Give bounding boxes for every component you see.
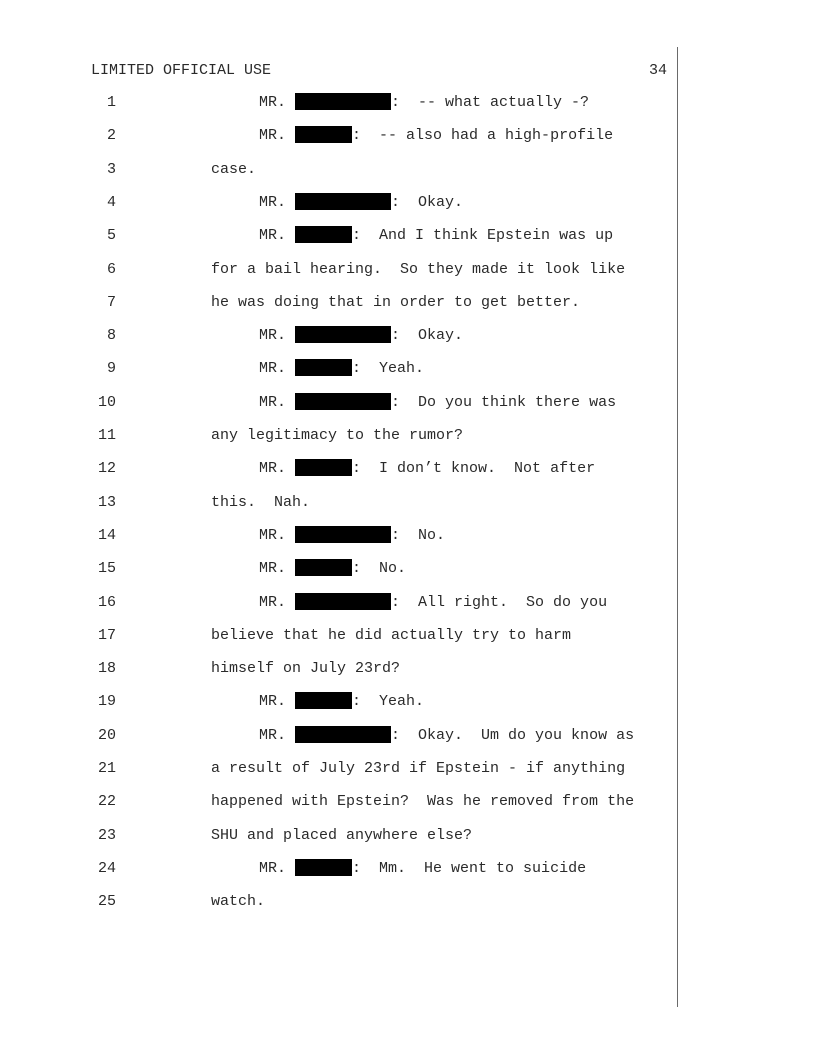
line-text (259, 593, 607, 613)
line-number: 10 (97, 393, 116, 411)
line-text (259, 692, 424, 712)
transcript-line (0, 593, 816, 613)
line-text (259, 726, 634, 746)
speaker-statement: : And I think Epstein was up (352, 227, 614, 245)
speaker-prefix: MR. (259, 560, 287, 578)
redaction-bar (295, 593, 391, 610)
line-number: 11 (97, 427, 116, 444)
redaction-bar (295, 393, 391, 410)
line-text (211, 826, 472, 846)
redaction-bar (295, 93, 391, 110)
speaker-statement: : Okay. Um do you know as (391, 726, 635, 744)
statement-continuation: this. Nah. (211, 493, 311, 511)
transcript-line (0, 426, 816, 446)
redaction-bar (295, 692, 352, 709)
transcript-line (0, 826, 816, 846)
line-number: 3 (106, 160, 116, 178)
speaker-prefix: MR. (259, 526, 287, 544)
line-number: 1 (106, 94, 116, 111)
line-number: 7 (106, 293, 116, 311)
statement-continuation: case. (211, 160, 257, 178)
redaction-bar (295, 526, 391, 543)
line-number: 12 (97, 460, 116, 478)
transcript-line (0, 226, 816, 246)
transcript-line (0, 126, 816, 146)
line-text (211, 759, 625, 779)
transcript-line (0, 892, 816, 912)
redaction-bar (295, 326, 391, 343)
statement-continuation: himself on July 23rd? (211, 660, 401, 678)
transcript-line (0, 659, 816, 679)
line-text (259, 126, 613, 146)
transcript-line (0, 726, 816, 746)
transcript-line (0, 493, 816, 513)
line-text (259, 359, 424, 379)
line-number: 21 (97, 760, 116, 777)
transcript-line (0, 359, 816, 379)
transcript-line (0, 692, 816, 712)
line-number: 22 (97, 793, 116, 811)
speaker-prefix: MR. (259, 859, 287, 877)
line-number: 19 (97, 693, 116, 711)
transcript-line (0, 526, 816, 546)
speaker-statement: : -- what actually -? (391, 94, 590, 111)
line-text (211, 426, 463, 446)
classification-header: LIMITED OFFICIAL USE (91, 62, 272, 79)
speaker-statement: : I don’t know. Not after (352, 460, 596, 478)
transcript-line (0, 792, 816, 812)
speaker-prefix: MR. (259, 327, 287, 345)
line-text (211, 892, 265, 912)
line-text (259, 526, 445, 546)
line-number: 5 (106, 227, 116, 245)
line-number: 14 (97, 526, 116, 544)
statement-continuation: for a bail hearing. So they made it look like (211, 260, 626, 278)
transcript-line (0, 559, 816, 579)
line-number: 4 (106, 193, 116, 211)
speaker-prefix: MR. (259, 360, 287, 378)
line-text (211, 260, 625, 280)
transcript-line (0, 626, 816, 646)
speaker-statement: : Mm. He went to suicide (352, 859, 587, 877)
redaction-bar (295, 726, 391, 743)
line-text (211, 659, 400, 679)
statement-continuation: watch. (211, 893, 266, 911)
line-number: 18 (97, 660, 116, 678)
transcript-line (0, 393, 816, 413)
line-number: 15 (97, 560, 116, 578)
line-text (259, 393, 616, 413)
transcript-line (0, 293, 816, 313)
redaction-bar (295, 459, 352, 476)
speaker-statement: : Yeah. (352, 360, 425, 378)
transcript-line (0, 193, 816, 213)
speaker-prefix: MR. (259, 127, 287, 145)
line-text (211, 160, 256, 180)
speaker-prefix: MR. (259, 94, 287, 111)
statement-continuation: SHU and placed anywhere else? (211, 826, 473, 844)
transcript-line (0, 326, 816, 346)
transcript-line (0, 859, 816, 879)
line-text (259, 459, 595, 479)
speaker-prefix: MR. (259, 593, 287, 611)
statement-continuation: he was doing that in order to get better. (211, 293, 581, 311)
speaker-prefix: MR. (259, 726, 287, 744)
transcript-line (0, 160, 816, 180)
speaker-statement: : No. (391, 526, 446, 544)
redaction-bar (295, 226, 352, 243)
line-text (259, 326, 463, 346)
line-text (211, 792, 634, 812)
statement-continuation: any legitimacy to the rumor? (211, 427, 464, 444)
line-number: 20 (97, 726, 116, 744)
transcript-line (0, 759, 816, 779)
speaker-statement: : Okay. (391, 193, 464, 211)
redaction-bar (295, 126, 352, 143)
line-text (259, 226, 613, 246)
redaction-bar (295, 193, 391, 210)
line-number: 6 (106, 260, 116, 278)
transcript-line (0, 260, 816, 280)
line-number: 13 (97, 493, 116, 511)
speaker-prefix: MR. (259, 460, 287, 478)
line-number: 25 (97, 893, 116, 911)
statement-continuation: believe that he did actually try to harm (211, 626, 572, 644)
line-number: 16 (97, 593, 116, 611)
speaker-prefix: MR. (259, 227, 287, 245)
statement-continuation: a result of July 23rd if Epstein - if anything (211, 760, 626, 777)
line-text (259, 93, 589, 113)
line-number: 8 (106, 327, 116, 345)
redaction-bar (295, 359, 352, 376)
line-number: 9 (106, 360, 116, 378)
speaker-statement: : All right. So do you (391, 593, 608, 611)
line-number: 2 (106, 127, 116, 145)
speaker-prefix: MR. (259, 193, 287, 211)
page-number: 34 (648, 62, 667, 79)
line-number: 17 (97, 626, 116, 644)
redaction-bar (295, 559, 352, 576)
line-text (259, 193, 463, 213)
line-number: 24 (97, 859, 116, 877)
speaker-statement: : No. (352, 560, 407, 578)
speaker-statement: : -- also had a high-profile (352, 127, 614, 145)
line-text (211, 493, 310, 513)
line-text (259, 859, 586, 879)
line-text (211, 293, 580, 313)
speaker-prefix: MR. (259, 393, 287, 411)
redaction-bar (295, 859, 352, 876)
statement-continuation: happened with Epstein? Was he removed from the (211, 793, 635, 811)
speaker-statement: : Yeah. (352, 693, 425, 711)
transcript-line (0, 459, 816, 479)
line-number: 23 (97, 826, 116, 844)
line-text (211, 626, 571, 646)
line-text (259, 559, 406, 579)
speaker-prefix: MR. (259, 693, 287, 711)
speaker-statement: : Do you think there was (391, 393, 617, 411)
transcript-line (0, 93, 816, 113)
speaker-statement: : Okay. (391, 327, 464, 345)
